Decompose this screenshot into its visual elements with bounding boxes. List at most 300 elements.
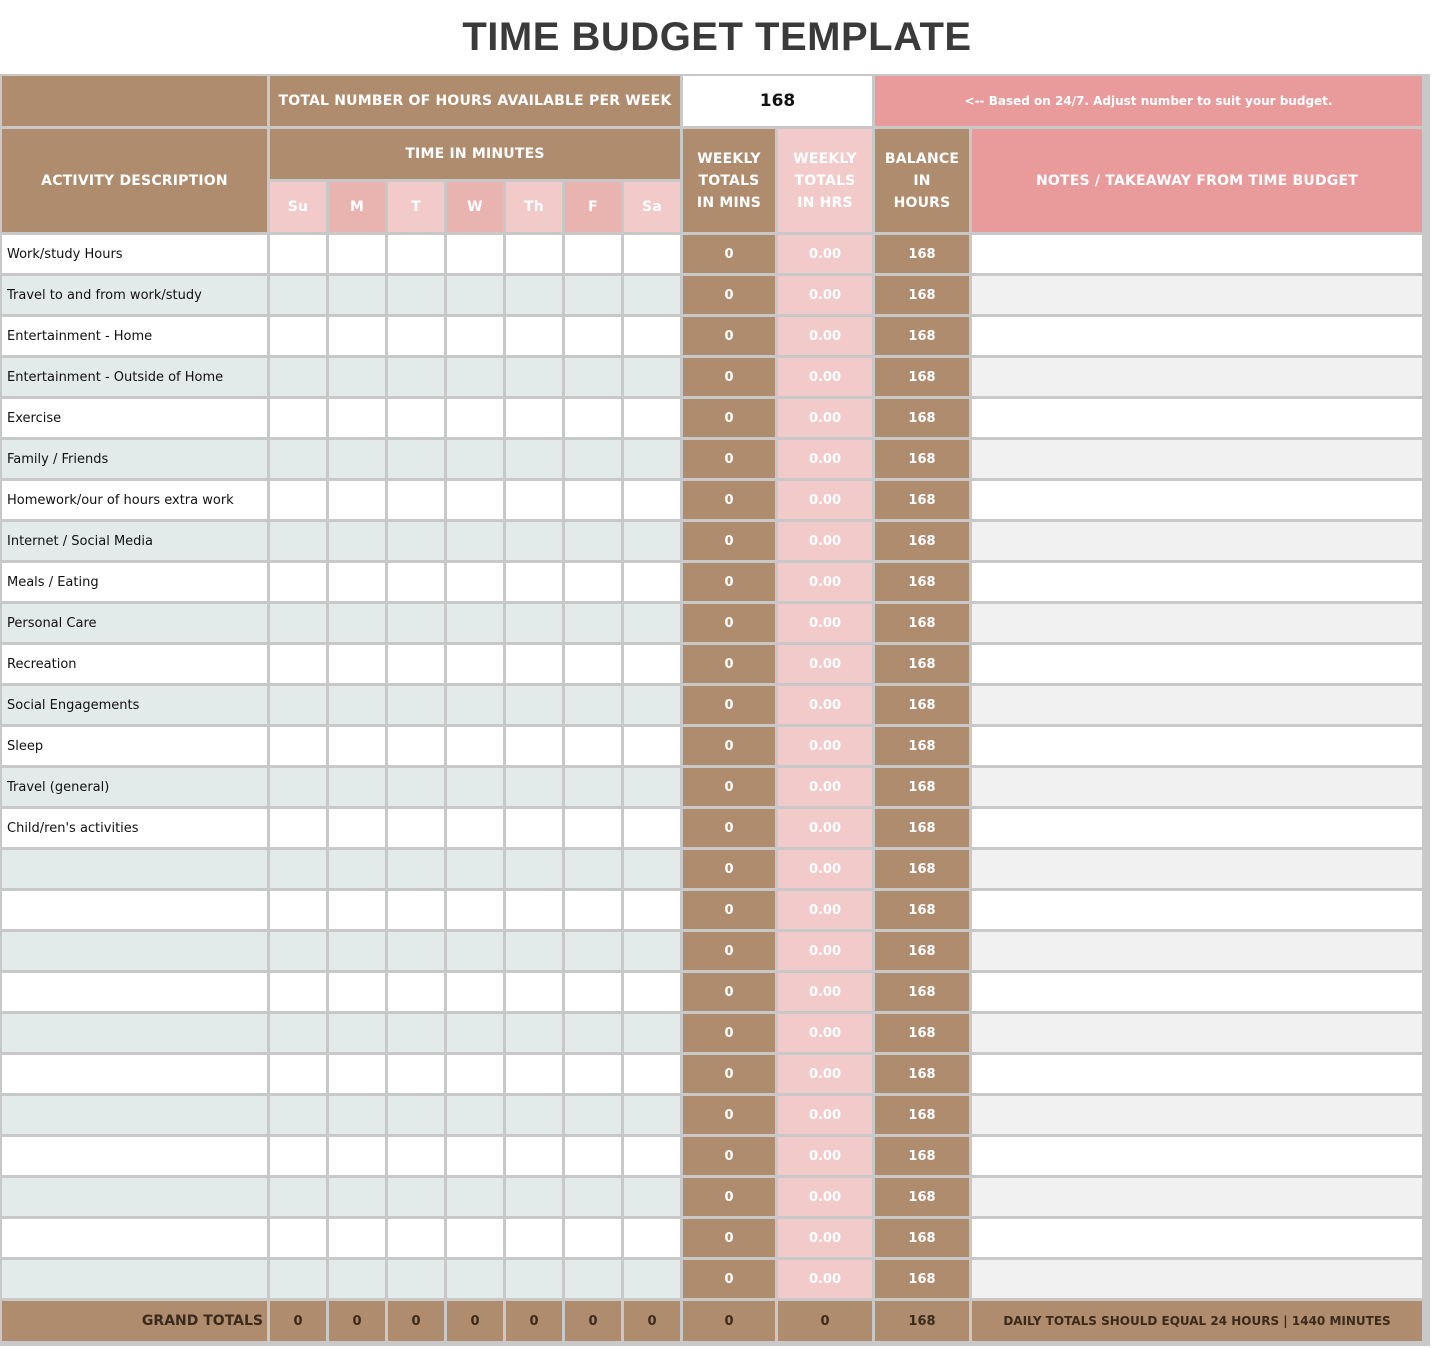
day-input-cell[interactable] (329, 891, 385, 929)
balance-cell: 168 (875, 891, 969, 929)
day-input-cell[interactable] (329, 1014, 385, 1052)
weekly-mins-cell: 0 (683, 1096, 775, 1134)
notes-cell[interactable] (972, 440, 1422, 478)
weekly-mins-cell: 0 (683, 891, 775, 929)
weekly-hrs-cell: 0.00 (778, 645, 872, 683)
weekly-mins-cell: 0 (683, 276, 775, 314)
day-input-cell[interactable] (329, 563, 385, 601)
day-input-cell[interactable] (624, 1014, 680, 1052)
day-input-cell[interactable] (329, 522, 385, 560)
day-input-cell[interactable] (447, 1178, 503, 1216)
weekly-mins-cell: 0 (683, 645, 775, 683)
notes-cell[interactable] (972, 1096, 1422, 1134)
activity-cell[interactable]: Homework/our of hours extra work (2, 481, 267, 519)
day-input-cell[interactable] (329, 358, 385, 396)
day-input-cell[interactable] (624, 563, 680, 601)
day-input-cell[interactable] (624, 932, 680, 970)
day-input-cell[interactable] (388, 1055, 444, 1093)
day-input-cell[interactable] (565, 235, 621, 273)
total-hours-label: TOTAL NUMBER OF HOURS AVAILABLE PER WEEK (270, 76, 680, 126)
day-input-cell[interactable] (270, 932, 326, 970)
weekly-mins-cell: 0 (683, 481, 775, 519)
day-input-cell[interactable] (388, 850, 444, 888)
day-input-cell[interactable] (270, 1178, 326, 1216)
day-input-cell[interactable] (506, 1260, 562, 1298)
day-input-cell[interactable] (388, 727, 444, 765)
day-input-cell[interactable] (447, 522, 503, 560)
activity-cell[interactable] (2, 1219, 267, 1257)
day-input-cell[interactable] (506, 235, 562, 273)
notes-cell[interactable] (972, 522, 1422, 560)
balance-cell: 168 (875, 727, 969, 765)
day-input-cell[interactable] (270, 686, 326, 724)
day-header-m: M (329, 182, 385, 232)
balance-cell: 168 (875, 399, 969, 437)
weekly-hrs-cell: 0.00 (778, 891, 872, 929)
weekly-hrs-cell: 0.00 (778, 850, 872, 888)
day-input-cell[interactable] (624, 686, 680, 724)
day-input-cell[interactable] (447, 891, 503, 929)
day-input-cell[interactable] (270, 768, 326, 806)
day-input-cell[interactable] (270, 522, 326, 560)
activity-cell[interactable]: Work/study Hours (2, 235, 267, 273)
notes-cell[interactable] (972, 686, 1422, 724)
balance-cell: 168 (875, 686, 969, 724)
day-input-cell[interactable] (565, 1055, 621, 1093)
day-input-cell[interactable] (388, 891, 444, 929)
day-input-cell[interactable] (624, 645, 680, 683)
day-input-cell[interactable] (624, 1137, 680, 1175)
activity-cell[interactable]: Child/ren's activities (2, 809, 267, 847)
activity-cell[interactable] (2, 932, 267, 970)
notes-cell[interactable] (972, 768, 1422, 806)
notes-cell[interactable] (972, 850, 1422, 888)
day-input-cell[interactable] (388, 932, 444, 970)
day-input-cell[interactable] (388, 809, 444, 847)
daily-totals-note: DAILY TOTALS SHOULD EQUAL 24 HOURS | 1440 MINUTES (972, 1301, 1422, 1341)
day-input-cell[interactable] (329, 481, 385, 519)
activity-cell[interactable] (2, 1014, 267, 1052)
activity-cell[interactable]: Family / Friends (2, 440, 267, 478)
activity-cell[interactable]: Recreation (2, 645, 267, 683)
day-input-cell[interactable] (388, 317, 444, 355)
day-input-cell[interactable] (506, 522, 562, 560)
activity-cell[interactable]: Personal Care (2, 604, 267, 642)
day-input-cell[interactable] (506, 645, 562, 683)
day-input-cell[interactable] (565, 481, 621, 519)
day-input-cell[interactable] (506, 850, 562, 888)
day-input-cell[interactable] (329, 1178, 385, 1216)
day-input-cell[interactable] (624, 358, 680, 396)
balance-cell: 168 (875, 1055, 969, 1093)
balance-cell: 168 (875, 932, 969, 970)
day-input-cell[interactable] (270, 604, 326, 642)
weekly-mins-cell: 0 (683, 1219, 775, 1257)
day-input-cell[interactable] (270, 440, 326, 478)
day-input-cell[interactable] (388, 1096, 444, 1134)
day-input-cell[interactable] (624, 891, 680, 929)
grand-total-day-cell: 0 (270, 1301, 326, 1341)
day-input-cell[interactable] (270, 563, 326, 601)
day-input-cell[interactable] (624, 1096, 680, 1134)
day-input-cell[interactable] (447, 850, 503, 888)
header-blank-cell (2, 76, 267, 126)
day-input-cell[interactable] (624, 317, 680, 355)
day-input-cell[interactable] (565, 1260, 621, 1298)
day-input-cell[interactable] (329, 604, 385, 642)
weekly-hrs-cell: 0.00 (778, 809, 872, 847)
notes-cell[interactable] (972, 1055, 1422, 1093)
day-input-cell[interactable] (329, 1260, 385, 1298)
day-input-cell[interactable] (270, 645, 326, 683)
day-input-cell[interactable] (447, 1014, 503, 1052)
weekly-hrs-cell: 0.00 (778, 358, 872, 396)
activity-cell[interactable] (2, 850, 267, 888)
time-budget-sheet (0, 74, 1430, 1346)
notes-cell[interactable] (972, 1219, 1422, 1257)
day-input-cell[interactable] (624, 973, 680, 1011)
weekly-mins-cell: 0 (683, 1178, 775, 1216)
day-input-cell[interactable] (624, 399, 680, 437)
weekly-mins-cell: 0 (683, 522, 775, 560)
day-input-cell[interactable] (388, 686, 444, 724)
grand-total-mins-cell: 0 (683, 1301, 775, 1341)
weekly-mins-cell: 0 (683, 440, 775, 478)
day-input-cell[interactable] (565, 645, 621, 683)
weekly-mins-cell: 0 (683, 358, 775, 396)
activity-cell[interactable]: Sleep (2, 727, 267, 765)
weekly-hrs-cell: 0.00 (778, 317, 872, 355)
weekly-hrs-cell: 0.00 (778, 768, 872, 806)
day-input-cell[interactable] (624, 235, 680, 273)
notes-cell[interactable] (972, 891, 1422, 929)
weekly-mins-cell: 0 (683, 973, 775, 1011)
day-input-cell[interactable] (270, 358, 326, 396)
balance-cell: 168 (875, 1014, 969, 1052)
grand-total-day-cell: 0 (447, 1301, 503, 1341)
day-input-cell[interactable] (565, 522, 621, 560)
day-input-cell[interactable] (565, 604, 621, 642)
day-input-cell[interactable] (270, 276, 326, 314)
weekly-mins-cell: 0 (683, 727, 775, 765)
day-input-cell[interactable] (329, 850, 385, 888)
day-input-cell[interactable] (270, 1260, 326, 1298)
day-input-cell[interactable] (565, 809, 621, 847)
weekly-hrs-cell: 0.00 (778, 973, 872, 1011)
activity-cell[interactable]: Social Engagements (2, 686, 267, 724)
day-input-cell[interactable] (270, 1055, 326, 1093)
day-input-cell[interactable] (329, 1219, 385, 1257)
notes-cell[interactable] (972, 1137, 1422, 1175)
weekly-mins-cell: 0 (683, 768, 775, 806)
balance-cell: 168 (875, 358, 969, 396)
day-input-cell[interactable] (270, 891, 326, 929)
activity-cell[interactable]: Internet / Social Media (2, 522, 267, 560)
day-input-cell[interactable] (447, 563, 503, 601)
day-input-cell[interactable] (270, 850, 326, 888)
notes-cell[interactable] (972, 604, 1422, 642)
day-input-cell[interactable] (329, 399, 385, 437)
notes-cell[interactable] (972, 1014, 1422, 1052)
total-hours-input[interactable]: 168 (683, 76, 872, 126)
day-input-cell[interactable] (506, 1096, 562, 1134)
day-input-cell[interactable] (388, 522, 444, 560)
weekly-hrs-cell: 0.00 (778, 522, 872, 560)
grand-total-day-cell: 0 (565, 1301, 621, 1341)
day-input-cell[interactable] (565, 686, 621, 724)
day-input-cell[interactable] (506, 358, 562, 396)
notes-cell[interactable] (972, 809, 1422, 847)
day-input-cell[interactable] (270, 235, 326, 273)
activity-cell[interactable]: Meals / Eating (2, 563, 267, 601)
day-input-cell[interactable] (565, 932, 621, 970)
day-input-cell[interactable] (388, 1137, 444, 1175)
weekly-hrs-cell: 0.00 (778, 1055, 872, 1093)
day-input-cell[interactable] (388, 399, 444, 437)
day-input-cell[interactable] (447, 768, 503, 806)
day-input-cell[interactable] (388, 604, 444, 642)
day-input-cell[interactable] (447, 1219, 503, 1257)
day-input-cell[interactable] (624, 1219, 680, 1257)
day-input-cell[interactable] (329, 645, 385, 683)
activity-cell[interactable] (2, 1260, 267, 1298)
day-input-cell[interactable] (447, 809, 503, 847)
day-input-cell[interactable] (506, 768, 562, 806)
weekly-hrs-cell: 0.00 (778, 1260, 872, 1298)
day-input-cell[interactable] (388, 645, 444, 683)
weekly-hrs-cell: 0.00 (778, 727, 872, 765)
day-input-cell[interactable] (388, 768, 444, 806)
day-input-cell[interactable] (447, 973, 503, 1011)
day-input-cell[interactable] (506, 1219, 562, 1257)
activity-cell[interactable]: Travel (general) (2, 768, 267, 806)
day-input-cell[interactable] (506, 481, 562, 519)
balance-cell: 168 (875, 522, 969, 560)
activity-cell[interactable]: Travel to and from work/study (2, 276, 267, 314)
day-input-cell[interactable] (447, 1137, 503, 1175)
day-input-cell[interactable] (388, 1178, 444, 1216)
day-input-cell[interactable] (447, 440, 503, 478)
day-input-cell[interactable] (447, 276, 503, 314)
day-input-cell[interactable] (447, 1055, 503, 1093)
notes-cell[interactable] (972, 399, 1422, 437)
day-input-cell[interactable] (565, 1219, 621, 1257)
day-input-cell[interactable] (624, 481, 680, 519)
day-input-cell[interactable] (565, 1178, 621, 1216)
notes-cell[interactable] (972, 317, 1422, 355)
activity-cell[interactable] (2, 1178, 267, 1216)
day-input-cell[interactable] (624, 850, 680, 888)
day-input-cell[interactable] (388, 358, 444, 396)
day-input-cell[interactable] (506, 891, 562, 929)
activity-cell[interactable] (2, 1137, 267, 1175)
grand-totals-label: GRAND TOTALS (2, 1301, 267, 1341)
day-input-cell[interactable] (506, 563, 562, 601)
day-input-cell[interactable] (506, 1055, 562, 1093)
day-input-cell[interactable] (329, 1055, 385, 1093)
day-input-cell[interactable] (447, 481, 503, 519)
activity-cell[interactable] (2, 1096, 267, 1134)
weekly-hrs-cell: 0.00 (778, 1178, 872, 1216)
day-input-cell[interactable] (506, 1178, 562, 1216)
day-input-cell[interactable] (388, 1260, 444, 1298)
day-input-cell[interactable] (447, 235, 503, 273)
day-input-cell[interactable] (270, 1137, 326, 1175)
day-input-cell[interactable] (447, 686, 503, 724)
balance-cell: 168 (875, 809, 969, 847)
page-title: TIME BUDGET TEMPLATE (462, 14, 972, 59)
notes-cell[interactable] (972, 358, 1422, 396)
day-input-cell[interactable] (506, 686, 562, 724)
day-input-cell[interactable] (270, 727, 326, 765)
notes-cell[interactable] (972, 276, 1422, 314)
day-input-cell[interactable] (388, 563, 444, 601)
activity-cell[interactable] (2, 1055, 267, 1093)
day-input-cell[interactable] (447, 358, 503, 396)
day-input-cell[interactable] (329, 973, 385, 1011)
day-input-cell[interactable] (388, 973, 444, 1011)
day-input-cell[interactable] (565, 440, 621, 478)
day-input-cell[interactable] (506, 440, 562, 478)
activity-cell[interactable]: Entertainment - Outside of Home (2, 358, 267, 396)
day-input-cell[interactable] (270, 317, 326, 355)
day-input-cell[interactable] (270, 399, 326, 437)
day-input-cell[interactable] (624, 1055, 680, 1093)
notes-cell[interactable] (972, 645, 1422, 683)
notes-cell[interactable] (972, 727, 1422, 765)
day-input-cell[interactable] (565, 891, 621, 929)
day-input-cell[interactable] (565, 727, 621, 765)
day-input-cell[interactable] (388, 1219, 444, 1257)
weekly-mins-cell: 0 (683, 1055, 775, 1093)
day-input-cell[interactable] (388, 440, 444, 478)
weekly-hrs-cell: 0.00 (778, 686, 872, 724)
weekly-mins-cell: 0 (683, 399, 775, 437)
day-input-cell[interactable] (388, 1014, 444, 1052)
day-input-cell[interactable] (270, 1014, 326, 1052)
day-input-cell[interactable] (506, 317, 562, 355)
day-input-cell[interactable] (565, 399, 621, 437)
notes-cell[interactable] (972, 481, 1422, 519)
day-input-cell[interactable] (388, 276, 444, 314)
day-input-cell[interactable] (447, 317, 503, 355)
day-input-cell[interactable] (565, 317, 621, 355)
day-input-cell[interactable] (506, 1014, 562, 1052)
day-input-cell[interactable] (565, 358, 621, 396)
day-input-cell[interactable] (624, 727, 680, 765)
day-input-cell[interactable] (565, 563, 621, 601)
day-input-cell[interactable] (270, 1096, 326, 1134)
day-input-cell[interactable] (624, 809, 680, 847)
day-input-cell[interactable] (624, 1178, 680, 1216)
day-input-cell[interactable] (329, 768, 385, 806)
day-input-cell[interactable] (506, 727, 562, 765)
activity-cell[interactable]: Exercise (2, 399, 267, 437)
day-input-cell[interactable] (329, 317, 385, 355)
activity-cell[interactable]: Entertainment - Home (2, 317, 267, 355)
time-in-minutes-header: TIME IN MINUTES (270, 129, 680, 179)
day-input-cell[interactable] (624, 604, 680, 642)
day-input-cell[interactable] (447, 604, 503, 642)
day-input-cell[interactable] (565, 973, 621, 1011)
day-input-cell[interactable] (329, 235, 385, 273)
weekly-hrs-cell: 0.00 (778, 235, 872, 273)
day-input-cell[interactable] (447, 645, 503, 683)
day-input-cell[interactable] (388, 235, 444, 273)
day-input-cell[interactable] (624, 768, 680, 806)
weekly-hrs-cell: 0.00 (778, 1219, 872, 1257)
notes-cell[interactable] (972, 932, 1422, 970)
activity-cell[interactable] (2, 891, 267, 929)
grand-total-day-cell: 0 (624, 1301, 680, 1341)
day-input-cell[interactable] (270, 973, 326, 1011)
weekly-hrs-cell: 0.00 (778, 440, 872, 478)
day-input-cell[interactable] (506, 809, 562, 847)
day-input-cell[interactable] (270, 481, 326, 519)
grand-total-balance-cell: 168 (875, 1301, 969, 1341)
day-header-sa: Sa (624, 182, 680, 232)
day-input-cell[interactable] (506, 973, 562, 1011)
day-input-cell[interactable] (506, 1137, 562, 1175)
day-input-cell[interactable] (624, 1260, 680, 1298)
balance-cell: 168 (875, 768, 969, 806)
notes-cell[interactable] (972, 235, 1422, 273)
notes-cell[interactable] (972, 563, 1422, 601)
day-input-cell[interactable] (624, 522, 680, 560)
day-input-cell[interactable] (329, 686, 385, 724)
day-input-cell[interactable] (329, 276, 385, 314)
day-input-cell[interactable] (447, 1260, 503, 1298)
day-input-cell[interactable] (506, 604, 562, 642)
weekly-hrs-cell: 0.00 (778, 481, 872, 519)
day-input-cell[interactable] (329, 1096, 385, 1134)
day-input-cell[interactable] (447, 399, 503, 437)
balance-cell: 168 (875, 1178, 969, 1216)
day-input-cell[interactable] (624, 440, 680, 478)
day-input-cell[interactable] (624, 276, 680, 314)
day-input-cell[interactable] (506, 399, 562, 437)
notes-cell[interactable] (972, 1260, 1422, 1298)
notes-cell[interactable] (972, 1178, 1422, 1216)
day-input-cell[interactable] (565, 1096, 621, 1134)
weekly-mins-cell: 0 (683, 563, 775, 601)
activity-cell[interactable] (2, 973, 267, 1011)
day-input-cell[interactable] (565, 850, 621, 888)
day-input-cell[interactable] (270, 1219, 326, 1257)
day-header-th: Th (506, 182, 562, 232)
day-input-cell[interactable] (565, 768, 621, 806)
day-input-cell[interactable] (565, 1014, 621, 1052)
day-input-cell[interactable] (329, 440, 385, 478)
day-input-cell[interactable] (447, 727, 503, 765)
day-input-cell[interactable] (447, 1096, 503, 1134)
weekly-hrs-header: WEEKLY TOTALS IN HRS (778, 129, 872, 232)
day-input-cell[interactable] (388, 481, 444, 519)
day-input-cell[interactable] (270, 809, 326, 847)
day-input-cell[interactable] (329, 1137, 385, 1175)
day-input-cell[interactable] (447, 932, 503, 970)
day-input-cell[interactable] (329, 809, 385, 847)
balance-cell: 168 (875, 1219, 969, 1257)
day-input-cell[interactable] (565, 1137, 621, 1175)
notes-cell[interactable] (972, 973, 1422, 1011)
day-input-cell[interactable] (565, 276, 621, 314)
weekly-hrs-cell: 0.00 (778, 932, 872, 970)
day-input-cell[interactable] (506, 932, 562, 970)
day-input-cell[interactable] (329, 932, 385, 970)
day-input-cell[interactable] (506, 276, 562, 314)
day-input-cell[interactable] (329, 727, 385, 765)
